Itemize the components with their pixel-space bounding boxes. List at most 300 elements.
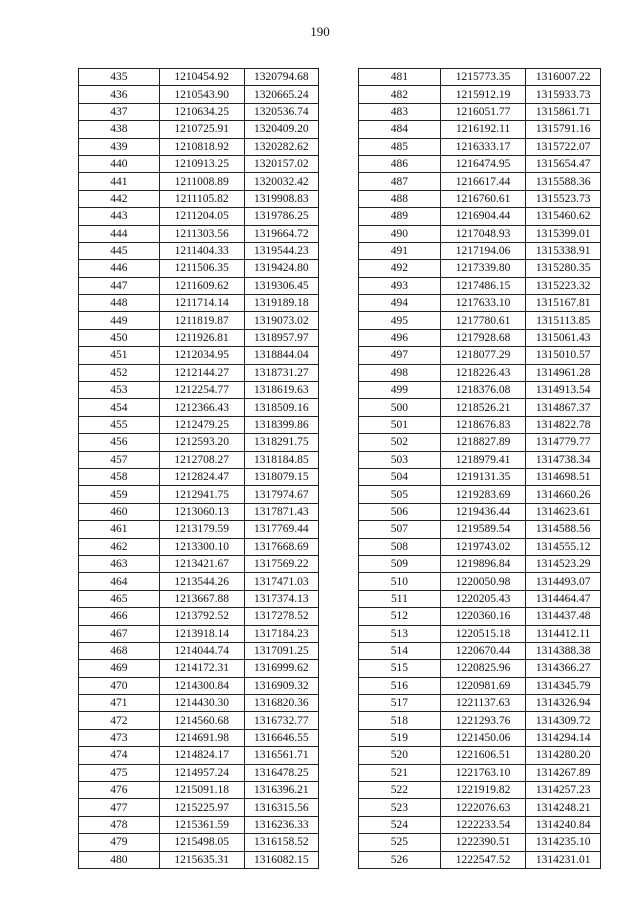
y-coordinate-cell: 1314267.89 xyxy=(526,764,601,781)
point-number-cell: 439 xyxy=(79,138,160,155)
table-row xyxy=(79,503,319,520)
point-number-cell: 456 xyxy=(79,434,160,451)
x-coordinate-cell: 1220981.69 xyxy=(440,677,525,694)
table-row xyxy=(359,208,601,225)
table-row xyxy=(359,364,601,381)
point-number-cell: 523 xyxy=(359,799,441,816)
point-number-cell: 516 xyxy=(359,677,441,694)
x-coordinate-cell: 1221137.63 xyxy=(440,695,525,712)
y-coordinate-cell: 1319664.72 xyxy=(244,225,318,242)
y-coordinate-cell: 1314555.12 xyxy=(526,538,601,555)
x-coordinate-cell: 1218526.21 xyxy=(440,399,525,416)
table-row xyxy=(359,729,601,746)
x-coordinate-cell: 1212593.20 xyxy=(159,434,244,451)
table-row xyxy=(79,190,319,207)
y-coordinate-cell: 1314588.56 xyxy=(526,521,601,538)
y-coordinate-cell: 1315722.07 xyxy=(526,138,601,155)
y-coordinate-cell: 1315933.73 xyxy=(526,86,601,103)
x-coordinate-cell: 1216333.17 xyxy=(440,138,525,155)
point-number-cell: 513 xyxy=(359,625,441,642)
point-number-cell: 518 xyxy=(359,712,441,729)
table-row xyxy=(359,503,601,520)
y-coordinate-cell: 1314822.78 xyxy=(526,416,601,433)
table-row xyxy=(359,573,601,590)
x-coordinate-cell: 1213918.14 xyxy=(159,625,244,642)
point-number-cell: 490 xyxy=(359,225,441,242)
y-coordinate-cell: 1314464.47 xyxy=(526,590,601,607)
table-row xyxy=(79,608,319,625)
point-number-cell: 466 xyxy=(79,608,160,625)
table-row xyxy=(359,642,601,659)
x-coordinate-cell: 1221293.76 xyxy=(440,712,525,729)
x-coordinate-cell: 1210543.90 xyxy=(159,86,244,103)
y-coordinate-cell: 1314738.34 xyxy=(526,451,601,468)
point-number-cell: 521 xyxy=(359,764,441,781)
y-coordinate-cell: 1315523.73 xyxy=(526,190,601,207)
x-coordinate-cell: 1211819.87 xyxy=(159,312,244,329)
table-row xyxy=(79,486,319,503)
x-coordinate-cell: 1210454.92 xyxy=(159,69,244,86)
table-row xyxy=(359,260,601,277)
y-coordinate-cell: 1316478.25 xyxy=(244,764,318,781)
x-coordinate-cell: 1211404.33 xyxy=(159,242,244,259)
table-row xyxy=(79,660,319,677)
point-number-cell: 465 xyxy=(79,590,160,607)
coordinates-table-left xyxy=(78,68,319,869)
y-coordinate-cell: 1319189.18 xyxy=(244,295,318,312)
y-coordinate-cell: 1314412.11 xyxy=(526,625,601,642)
point-number-cell: 486 xyxy=(359,155,441,172)
y-coordinate-cell: 1315223.32 xyxy=(526,277,601,294)
y-coordinate-cell: 1314867.37 xyxy=(526,399,601,416)
table-row xyxy=(359,486,601,503)
table-row xyxy=(359,121,601,138)
table-row xyxy=(359,799,601,816)
y-coordinate-cell: 1314235.10 xyxy=(526,834,601,851)
x-coordinate-cell: 1213421.67 xyxy=(159,555,244,572)
y-coordinate-cell: 1316007.22 xyxy=(526,69,601,86)
y-coordinate-cell: 1317769.44 xyxy=(244,521,318,538)
table-row xyxy=(79,155,319,172)
table-row xyxy=(79,538,319,555)
x-coordinate-cell: 1213544.26 xyxy=(159,573,244,590)
x-coordinate-cell: 1219283.69 xyxy=(440,486,525,503)
point-number-cell: 436 xyxy=(79,86,160,103)
y-coordinate-cell: 1314294.14 xyxy=(526,729,601,746)
table-row xyxy=(359,399,601,416)
y-coordinate-cell: 1315460.62 xyxy=(526,208,601,225)
x-coordinate-cell: 1213060.13 xyxy=(159,503,244,520)
point-number-cell: 457 xyxy=(79,451,160,468)
x-coordinate-cell: 1211204.05 xyxy=(159,208,244,225)
x-coordinate-cell: 1212254.77 xyxy=(159,382,244,399)
y-coordinate-cell: 1315167.81 xyxy=(526,295,601,312)
y-coordinate-cell: 1320536.74 xyxy=(244,103,318,120)
x-coordinate-cell: 1215635.31 xyxy=(159,851,244,868)
x-coordinate-cell: 1210818.92 xyxy=(159,138,244,155)
x-coordinate-cell: 1211506.35 xyxy=(159,260,244,277)
table-row xyxy=(79,208,319,225)
x-coordinate-cell: 1212708.27 xyxy=(159,451,244,468)
point-number-cell: 458 xyxy=(79,468,160,485)
table-row xyxy=(359,782,601,799)
y-coordinate-cell: 1320794.68 xyxy=(244,69,318,86)
x-coordinate-cell: 1218077.29 xyxy=(440,347,525,364)
table-row xyxy=(359,173,601,190)
y-coordinate-cell: 1314366.27 xyxy=(526,660,601,677)
x-coordinate-cell: 1215498.05 xyxy=(159,834,244,851)
table-row xyxy=(359,660,601,677)
table-row xyxy=(79,747,319,764)
y-coordinate-cell: 1314280.20 xyxy=(526,747,601,764)
y-coordinate-cell: 1314309.72 xyxy=(526,712,601,729)
x-coordinate-cell: 1218979.41 xyxy=(440,451,525,468)
point-number-cell: 524 xyxy=(359,816,441,833)
point-number-cell: 452 xyxy=(79,364,160,381)
y-coordinate-cell: 1314388.38 xyxy=(526,642,601,659)
table-row xyxy=(359,329,601,346)
x-coordinate-cell: 1214300.84 xyxy=(159,677,244,694)
x-coordinate-cell: 1214430.30 xyxy=(159,695,244,712)
point-number-cell: 477 xyxy=(79,799,160,816)
point-number-cell: 445 xyxy=(79,242,160,259)
x-coordinate-cell: 1219896.84 xyxy=(440,555,525,572)
y-coordinate-cell: 1318184.85 xyxy=(244,451,318,468)
x-coordinate-cell: 1220205.43 xyxy=(440,590,525,607)
y-coordinate-cell: 1319306.45 xyxy=(244,277,318,294)
y-coordinate-cell: 1317871.43 xyxy=(244,503,318,520)
y-coordinate-cell: 1316820.36 xyxy=(244,695,318,712)
x-coordinate-cell: 1217633.10 xyxy=(440,295,525,312)
point-number-cell: 444 xyxy=(79,225,160,242)
y-coordinate-cell: 1316082.15 xyxy=(244,851,318,868)
x-coordinate-cell: 1213667.88 xyxy=(159,590,244,607)
y-coordinate-cell: 1317184.23 xyxy=(244,625,318,642)
y-coordinate-cell: 1319908.83 xyxy=(244,190,318,207)
point-number-cell: 484 xyxy=(359,121,441,138)
y-coordinate-cell: 1316315.56 xyxy=(244,799,318,816)
y-coordinate-cell: 1314345.79 xyxy=(526,677,601,694)
x-coordinate-cell: 1212824.47 xyxy=(159,468,244,485)
table-row xyxy=(79,729,319,746)
x-coordinate-cell: 1218676.83 xyxy=(440,416,525,433)
y-coordinate-cell: 1318509.16 xyxy=(244,399,318,416)
point-number-cell: 450 xyxy=(79,329,160,346)
table-row xyxy=(359,86,601,103)
y-coordinate-cell: 1315280.35 xyxy=(526,260,601,277)
x-coordinate-cell: 1222390.51 xyxy=(440,834,525,851)
point-number-cell: 435 xyxy=(79,69,160,86)
y-coordinate-cell: 1319786.25 xyxy=(244,208,318,225)
point-number-cell: 509 xyxy=(359,555,441,572)
x-coordinate-cell: 1211926.81 xyxy=(159,329,244,346)
x-coordinate-cell: 1221450.06 xyxy=(440,729,525,746)
point-number-cell: 519 xyxy=(359,729,441,746)
point-number-cell: 479 xyxy=(79,834,160,851)
table-row xyxy=(359,225,601,242)
y-coordinate-cell: 1315338.91 xyxy=(526,242,601,259)
point-number-cell: 464 xyxy=(79,573,160,590)
x-coordinate-cell: 1218827.89 xyxy=(440,434,525,451)
y-coordinate-cell: 1318844.04 xyxy=(244,347,318,364)
y-coordinate-cell: 1319424.80 xyxy=(244,260,318,277)
table-row xyxy=(79,555,319,572)
table-row xyxy=(359,347,601,364)
table-row xyxy=(359,416,601,433)
table-row xyxy=(359,295,601,312)
point-number-cell: 448 xyxy=(79,295,160,312)
table-row xyxy=(359,677,601,694)
x-coordinate-cell: 1214172.31 xyxy=(159,660,244,677)
x-coordinate-cell: 1220515.18 xyxy=(440,625,525,642)
point-number-cell: 506 xyxy=(359,503,441,520)
point-number-cell: 461 xyxy=(79,521,160,538)
y-coordinate-cell: 1314240.84 xyxy=(526,816,601,833)
point-number-cell: 453 xyxy=(79,382,160,399)
x-coordinate-cell: 1219436.44 xyxy=(440,503,525,520)
x-coordinate-cell: 1210634.25 xyxy=(159,103,244,120)
y-coordinate-cell: 1318399.86 xyxy=(244,416,318,433)
table-row xyxy=(79,138,319,155)
table-row xyxy=(79,782,319,799)
table-row xyxy=(79,173,319,190)
point-number-cell: 480 xyxy=(79,851,160,868)
point-number-cell: 483 xyxy=(359,103,441,120)
point-number-cell: 455 xyxy=(79,416,160,433)
x-coordinate-cell: 1212479.25 xyxy=(159,416,244,433)
point-number-cell: 489 xyxy=(359,208,441,225)
table-row xyxy=(359,468,601,485)
table-row xyxy=(79,625,319,642)
point-number-cell: 499 xyxy=(359,382,441,399)
point-number-cell: 447 xyxy=(79,277,160,294)
table-row xyxy=(79,312,319,329)
point-number-cell: 472 xyxy=(79,712,160,729)
point-number-cell: 471 xyxy=(79,695,160,712)
point-number-cell: 505 xyxy=(359,486,441,503)
x-coordinate-cell: 1215361.59 xyxy=(159,816,244,833)
x-coordinate-cell: 1220360.16 xyxy=(440,608,525,625)
point-number-cell: 459 xyxy=(79,486,160,503)
x-coordinate-cell: 1214957.24 xyxy=(159,764,244,781)
x-coordinate-cell: 1211714.14 xyxy=(159,295,244,312)
x-coordinate-cell: 1215773.35 xyxy=(440,69,525,86)
y-coordinate-cell: 1316561.71 xyxy=(244,747,318,764)
x-coordinate-cell: 1222233.54 xyxy=(440,816,525,833)
table-row xyxy=(79,642,319,659)
point-number-cell: 462 xyxy=(79,538,160,555)
point-number-cell: 526 xyxy=(359,851,441,868)
x-coordinate-cell: 1216474.95 xyxy=(440,155,525,172)
table-row xyxy=(79,816,319,833)
y-coordinate-cell: 1317974.67 xyxy=(244,486,318,503)
table-row xyxy=(359,103,601,120)
point-number-cell: 517 xyxy=(359,695,441,712)
x-coordinate-cell: 1210725.91 xyxy=(159,121,244,138)
point-number-cell: 476 xyxy=(79,782,160,799)
x-coordinate-cell: 1220050.98 xyxy=(440,573,525,590)
table-row xyxy=(79,851,319,868)
x-coordinate-cell: 1222547.52 xyxy=(440,851,525,868)
y-coordinate-cell: 1317471.03 xyxy=(244,573,318,590)
x-coordinate-cell: 1216904.44 xyxy=(440,208,525,225)
table-row xyxy=(79,382,319,399)
table-row xyxy=(79,364,319,381)
x-coordinate-cell: 1211303.56 xyxy=(159,225,244,242)
page-number: 190 xyxy=(310,24,330,39)
table-row xyxy=(359,538,601,555)
x-coordinate-cell: 1212941.75 xyxy=(159,486,244,503)
table-row xyxy=(79,677,319,694)
table-row xyxy=(79,69,319,86)
point-number-cell: 467 xyxy=(79,625,160,642)
x-coordinate-cell: 1212366.43 xyxy=(159,399,244,416)
y-coordinate-cell: 1317278.52 xyxy=(244,608,318,625)
table-row xyxy=(359,521,601,538)
y-coordinate-cell: 1320282.62 xyxy=(244,138,318,155)
point-number-cell: 514 xyxy=(359,642,441,659)
point-number-cell: 515 xyxy=(359,660,441,677)
y-coordinate-cell: 1318731.27 xyxy=(244,364,318,381)
point-number-cell: 525 xyxy=(359,834,441,851)
x-coordinate-cell: 1211105.82 xyxy=(159,190,244,207)
x-coordinate-cell: 1213792.52 xyxy=(159,608,244,625)
table-row xyxy=(359,382,601,399)
table-row xyxy=(359,816,601,833)
x-coordinate-cell: 1220670.44 xyxy=(440,642,525,659)
table-row xyxy=(359,851,601,868)
x-coordinate-cell: 1214560.68 xyxy=(159,712,244,729)
y-coordinate-cell: 1315588.36 xyxy=(526,173,601,190)
x-coordinate-cell: 1221606.51 xyxy=(440,747,525,764)
table-row xyxy=(359,695,601,712)
y-coordinate-cell: 1318079.15 xyxy=(244,468,318,485)
point-number-cell: 474 xyxy=(79,747,160,764)
point-number-cell: 449 xyxy=(79,312,160,329)
table-row xyxy=(359,747,601,764)
y-coordinate-cell: 1315113.85 xyxy=(526,312,601,329)
y-coordinate-cell: 1319544.23 xyxy=(244,242,318,259)
point-number-cell: 496 xyxy=(359,329,441,346)
y-coordinate-cell: 1315654.47 xyxy=(526,155,601,172)
table-row xyxy=(79,590,319,607)
y-coordinate-cell: 1318619.63 xyxy=(244,382,318,399)
point-number-cell: 500 xyxy=(359,399,441,416)
y-coordinate-cell: 1320665.24 xyxy=(244,86,318,103)
x-coordinate-cell: 1214044.74 xyxy=(159,642,244,659)
y-coordinate-cell: 1317374.13 xyxy=(244,590,318,607)
table-row xyxy=(79,799,319,816)
y-coordinate-cell: 1316646.55 xyxy=(244,729,318,746)
y-coordinate-cell: 1314523.29 xyxy=(526,555,601,572)
y-coordinate-cell: 1316236.33 xyxy=(244,816,318,833)
table-row xyxy=(79,451,319,468)
x-coordinate-cell: 1217339.80 xyxy=(440,260,525,277)
point-number-cell: 507 xyxy=(359,521,441,538)
point-number-cell: 503 xyxy=(359,451,441,468)
y-coordinate-cell: 1314231.01 xyxy=(526,851,601,868)
y-coordinate-cell: 1314660.26 xyxy=(526,486,601,503)
point-number-cell: 468 xyxy=(79,642,160,659)
x-coordinate-cell: 1222076.63 xyxy=(440,799,525,816)
table-row xyxy=(359,434,601,451)
table-row xyxy=(359,764,601,781)
coordinates-table-right xyxy=(358,68,601,869)
table-row xyxy=(79,521,319,538)
point-number-cell: 511 xyxy=(359,590,441,607)
y-coordinate-cell: 1314623.61 xyxy=(526,503,601,520)
y-coordinate-cell: 1318291.75 xyxy=(244,434,318,451)
x-coordinate-cell: 1211609.62 xyxy=(159,277,244,294)
x-coordinate-cell: 1218376.08 xyxy=(440,382,525,399)
x-coordinate-cell: 1221763.10 xyxy=(440,764,525,781)
y-coordinate-cell: 1314493.07 xyxy=(526,573,601,590)
point-number-cell: 520 xyxy=(359,747,441,764)
y-coordinate-cell: 1314326.94 xyxy=(526,695,601,712)
table-row xyxy=(79,295,319,312)
y-coordinate-cell: 1317569.22 xyxy=(244,555,318,572)
table-row xyxy=(79,103,319,120)
point-number-cell: 488 xyxy=(359,190,441,207)
y-coordinate-cell: 1314437.48 xyxy=(526,608,601,625)
table-row xyxy=(79,347,319,364)
y-coordinate-cell: 1316158.52 xyxy=(244,834,318,851)
point-number-cell: 478 xyxy=(79,816,160,833)
y-coordinate-cell: 1315399.01 xyxy=(526,225,601,242)
table-row xyxy=(359,190,601,207)
table-row xyxy=(79,434,319,451)
y-coordinate-cell: 1314961.28 xyxy=(526,364,601,381)
x-coordinate-cell: 1221919.82 xyxy=(440,782,525,799)
point-number-cell: 502 xyxy=(359,434,441,451)
y-coordinate-cell: 1315061.43 xyxy=(526,329,601,346)
y-coordinate-cell: 1315791.16 xyxy=(526,121,601,138)
point-number-cell: 442 xyxy=(79,190,160,207)
point-number-cell: 512 xyxy=(359,608,441,625)
point-number-cell: 454 xyxy=(79,399,160,416)
point-number-cell: 491 xyxy=(359,242,441,259)
point-number-cell: 504 xyxy=(359,468,441,485)
table-row xyxy=(79,764,319,781)
point-number-cell: 451 xyxy=(79,347,160,364)
table-row xyxy=(79,242,319,259)
point-number-cell: 497 xyxy=(359,347,441,364)
x-coordinate-cell: 1212034.95 xyxy=(159,347,244,364)
table-row xyxy=(359,242,601,259)
x-coordinate-cell: 1215091.18 xyxy=(159,782,244,799)
y-coordinate-cell: 1315010.57 xyxy=(526,347,601,364)
table-row xyxy=(79,225,319,242)
x-coordinate-cell: 1216760.61 xyxy=(440,190,525,207)
table-row xyxy=(79,86,319,103)
table-row xyxy=(79,399,319,416)
point-number-cell: 522 xyxy=(359,782,441,799)
x-coordinate-cell: 1217048.93 xyxy=(440,225,525,242)
x-coordinate-cell: 1213179.59 xyxy=(159,521,244,538)
table-row xyxy=(79,695,319,712)
table-row xyxy=(79,834,319,851)
x-coordinate-cell: 1219743.02 xyxy=(440,538,525,555)
y-coordinate-cell: 1316999.62 xyxy=(244,660,318,677)
y-coordinate-cell: 1315861.71 xyxy=(526,103,601,120)
y-coordinate-cell: 1316396.21 xyxy=(244,782,318,799)
point-number-cell: 470 xyxy=(79,677,160,694)
point-number-cell: 501 xyxy=(359,416,441,433)
point-number-cell: 492 xyxy=(359,260,441,277)
x-coordinate-cell: 1219589.54 xyxy=(440,521,525,538)
table-row xyxy=(359,312,601,329)
x-coordinate-cell: 1214691.98 xyxy=(159,729,244,746)
